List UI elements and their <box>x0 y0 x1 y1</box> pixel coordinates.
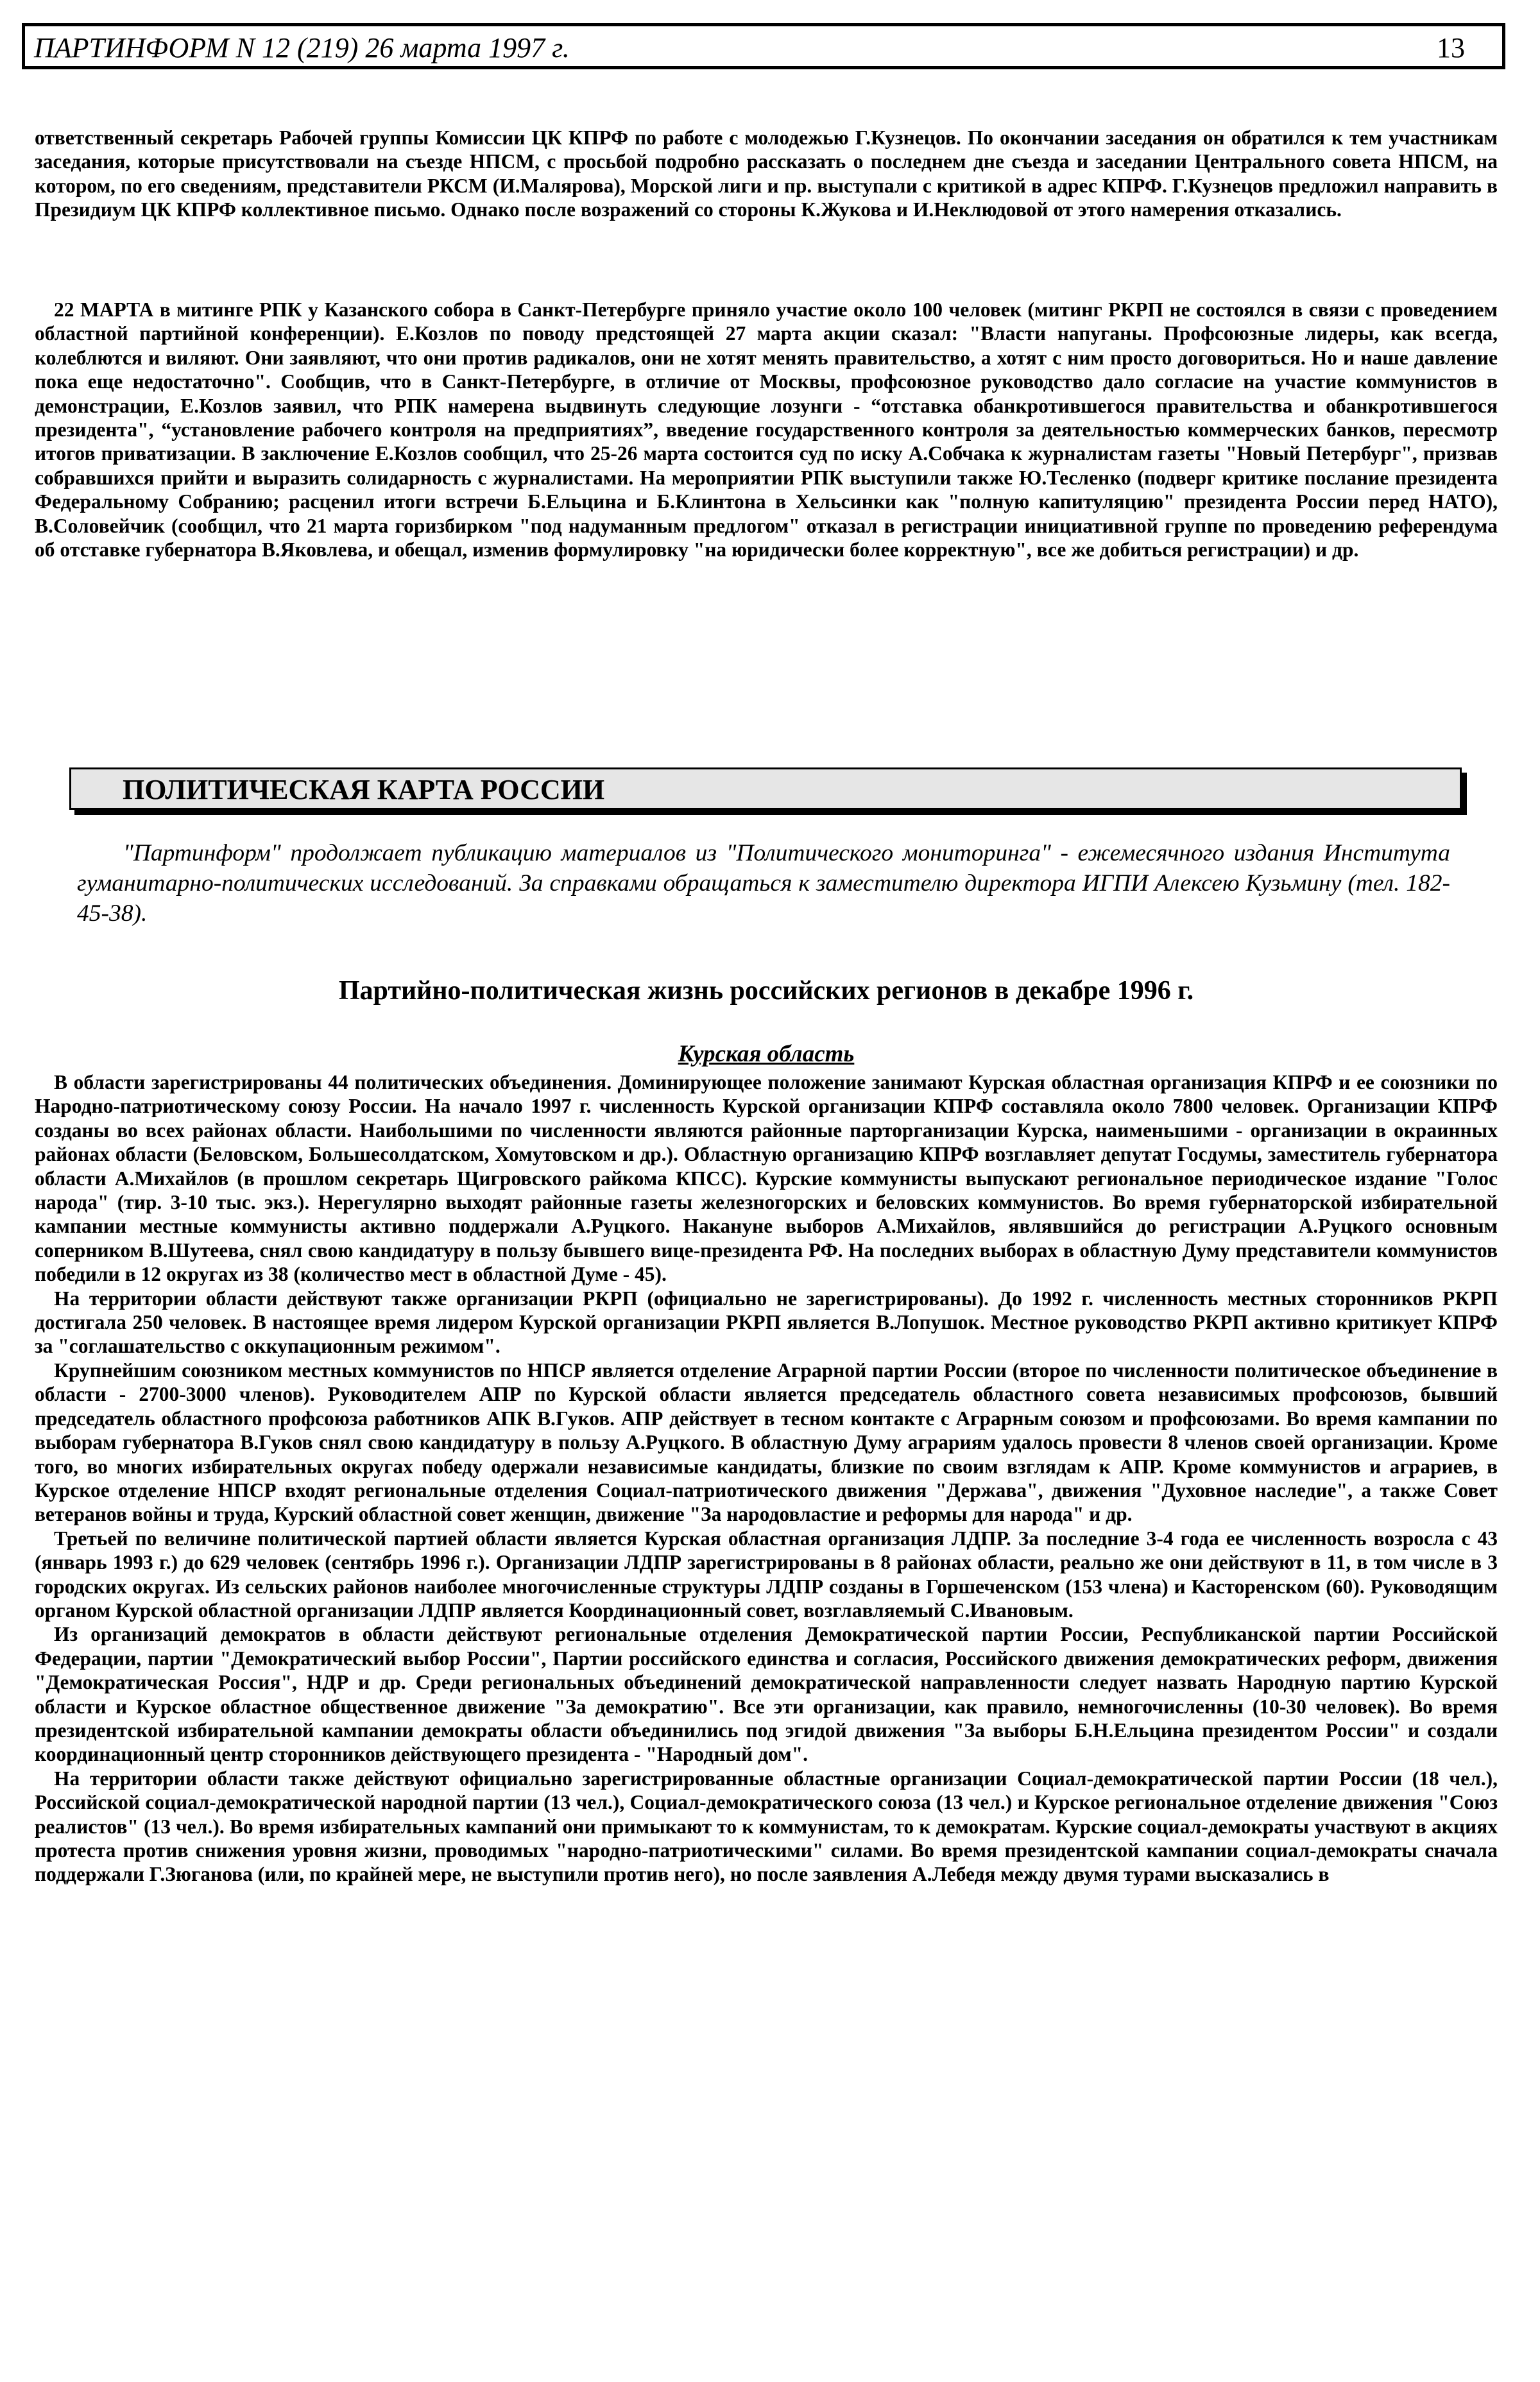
top-paragraph-2-block <box>35 298 1498 561</box>
article-title: Партийно-политическая жизнь российских регионов в декабре 1996 г. <box>338 976 1194 1006</box>
section-title: ПОЛИТИЧЕСКАЯ КАРТА РОССИИ <box>123 774 605 805</box>
top-paragraph: 22 МАРТА в митинге РПК у Казанского собора в Санкт-Петербурге приняло участие около 100 человек (митинг РКРП не состоялся в связи с проведением областной партийной конференции). Е.Козлов по поводу предстоящей 27 марта акции сказал: "Власти напуганы. Профсоюзные лидеры, как всегда, колеблются и виляют. Они заявляют, что они против радикалов, они не хотят менять правительство, а хотят с ним просто договориться. Но и наше давление пока еще недостаточно". Сообщив, что в Санкт-Петербурге, в отличие от Москвы, профсоюзное руководство дало согласие на участие коммунистов в демонстрации, Е.Козлов заявил, что РПК намерена выдвинуть следующие лозунги - “отставка обанкротившегося правительства и обанкротившегося президента", “установление рабочего контроля на предприятиях”, введение государственного контроля за деятельностью коммерческих банков, пересмотр итогов приватизации. В заключение Е.Козлов сообщил, что 25-26 марта состоится суд по иску А.Собчака к журналистам газеты "Новый Петербург", призвав собравшихся прийти и выразить солидарность с журналистами. На мероприятии РПК выступили также Ю.Тесленко (подверг критике послание президента Федеральному Собранию; расценил итоги встречи Б.Ельцина и Б.Клинтона в Хельсинки как "полную капитуляцию" президента России перед НАТО), В.Соловейчик (сообщил, что 21 марта горизбирком "под надуманным предлогом" отказал в регистрации инициативной группе по проведению референдума об отставке губернатора В.Яковлева, и обещал, изменив формулировку "на юридически более корректную", все же добиться регистрации) и др. <box>35 298 1498 561</box>
page-header <box>22 23 1505 69</box>
top-paragraph-1-block <box>35 126 1498 222</box>
intro-text: "Партинформ" продолжает публикацию материалов из "Политического мониторинга" - ежемесячного издания Института гуманитарно-политических исследований. За справками обращаться к заместителю директора ИГПИ Алексею Кузьмину (тел. 182-45-38). <box>77 840 1450 927</box>
article-paragraph: Из организаций демократов в области действуют региональные отделения Демократической партии России, Республиканской партии Российской Федерации, партии "Демократический выбор России", Партии российского единства и согласия, Российского движения демократических реформ, движения "Демократическая Россия", НДР и др. Среди региональных объединений демократической направленности следует назвать Народную партию Курской области и Курское областное общественное движение "За демократию". Все эти организации, как правило, немногочисленны (10-30 человек). Во время президентской избирательной кампании демократы области объединились под эгидой движения "За выборы Б.Н.Ельцина президентом России" и создали координационный центр сторонников действующего президента - "Народный дом". <box>35 1623 1498 1766</box>
article-paragraph: На территории области действуют также организации РКРП (официально не зарегистрированы). До 1992 г. численность местных сторонников РКРП достигала 250 человек. В настоящее время лидером Курской организации РКРП является В.Лопушок. Местное руководство РКРП активно критикует КПРФ за "соглашательство с оккупационным режимом". <box>35 1287 1498 1358</box>
top-paragraph: ответственный секретарь Рабочей группы Комиссии ЦК КПРФ по работе с молодежью Г.Кузнецов. По окончании заседания он обратился к тем участникам заседания, которые присутствовали на съезде НПСМ, с просьбой подробно рассказать о последнем дне съезда и заседании Центрального совета НПСМ, на котором, по его сведениям, представители РКСМ (И.Малярова), Морской лиги и пр. выступали с критикой в адрес КПРФ. Г.Кузнецов предложил направить в Президиум ЦК КПРФ коллективное письмо. Однако после возражений со стороны К.Жукова и И.Неклюдовой от этого намерения отказались. <box>35 126 1498 221</box>
page-number: 13 <box>1437 32 1465 64</box>
article-paragraph: На территории области также действуют официально зарегистрированные областные организации Социал-демократической партии России (18 чел.), Российской социал-демократической народной партии (13 чел.), Социал-демократического союза (13 чел.) и Курское региональное отделение движения "Союз реалистов" (13 чел.). Во время избирательных кампаний они примыкают то к коммунистам, то к демократам. Курские социал-демократы участвуют в акциях протеста против снижения уровня жизни, проводимых "народно-патриотическими" силами. Во время президентской кампании социал-демократы сначала поддержали Г.Зюганова (или, по крайней мере, не выступили против него), но после заявления А.Лебедя между двумя турами высказались в <box>35 1767 1498 1886</box>
article-body <box>35 1070 1498 1887</box>
section-header-box <box>69 767 1462 810</box>
article-paragraph: Крупнейшим союзником местных коммунистов по НПСР является отделение Аграрной партии России (второе по численности политическое объединение в области - 2700-3000 членов). Руководителем АПР по Курской области является председатель областного совета независимых профсоюзов, бывший председатель областного профсоюза работников АПК В.Гуков. АПР действует в тесном контакте с Аграрным союзом и профсоюзами. Во время кампании по выборам губернатора В.Гуков снял свою кандидатуру в пользу А.Руцкого. В областную Думу аграриям удалось провести 8 членов своей организации. Кроме того, во многих избирательных округах победу одержали независимые кандидаты, близкие по своим взглядам к АПР. Кроме коммунистов и аграриев, в Курское отделение НПСР входят региональные отделения Социал-патриотического движения "Держава", движения "Духовное наследие", а также Совет ветеранов войны и труда, Курский областной совет женщин, движение "За народовластие и реформы для народа" и др. <box>35 1358 1498 1526</box>
header-title: ПАРТИНФОРМ N 12 (219) 26 марта 1997 г. <box>34 32 570 64</box>
region-heading: Курская область <box>678 1041 855 1067</box>
article-paragraph: Третьей по величине политической партией области является Курская областная организация ЛДПР. За последние 3-4 года ее численность возросла с 43 (январь 1993 г.) до 629 человек (сентябрь 1996 г.). Организации ЛДПР зарегистрированы в 8 районах области, реально же они действуют в 11, в том числе в 3 городских округах. Из сельских районов наиболее многочисленные структуры ЛДПР созданы в Горшеченском (153 члена) и Касторенском (60). Руководящим органом Курской областной организации ЛДПР является Координационный совет, возглавляемый С.Ивановым. <box>35 1527 1498 1622</box>
article-paragraph: В области зарегистрированы 44 политических объединения. Доминирующее положение занимают Курская областная организация КПРФ и ее союзники по Народно-патриотическому союзу России. На начало 1997 г. численность Курской организации КПРФ составляла около 7800 человек. Организации КПРФ созданы во всех районах области. Наибольшими по численности являются районные парторганизации Курска, наименьшими - организации в окраинных районах области (Беловском, Большесолдатском, Хомутовском и др.). Областную организацию КПРФ возглавляет депутат Госдумы, заместитель губернатора области А.Михайлов (в прошлом секретарь Щигровского райкома КПСС). Курские коммунисты выпускают региональное периодическое издание "Голос народа" (тир. 3-10 тыс. экз.). Нерегулярно выходят районные газеты железногорских и беловских коммунистов. Во время губернаторской избирательной кампании местные коммунисты активно поддержали А.Руцкого. Накануне выборов А.Михайлов, являвшийся до регистрации А.Руцкого основным соперником В.Шутеева, снял свою кандидатуру в пользу бывшего вице-президента РФ. На последних выборах в областную Думу представители коммунистов победили в 12 округах из 38 (количество мест в областной Думе - 45). <box>35 1071 1498 1286</box>
